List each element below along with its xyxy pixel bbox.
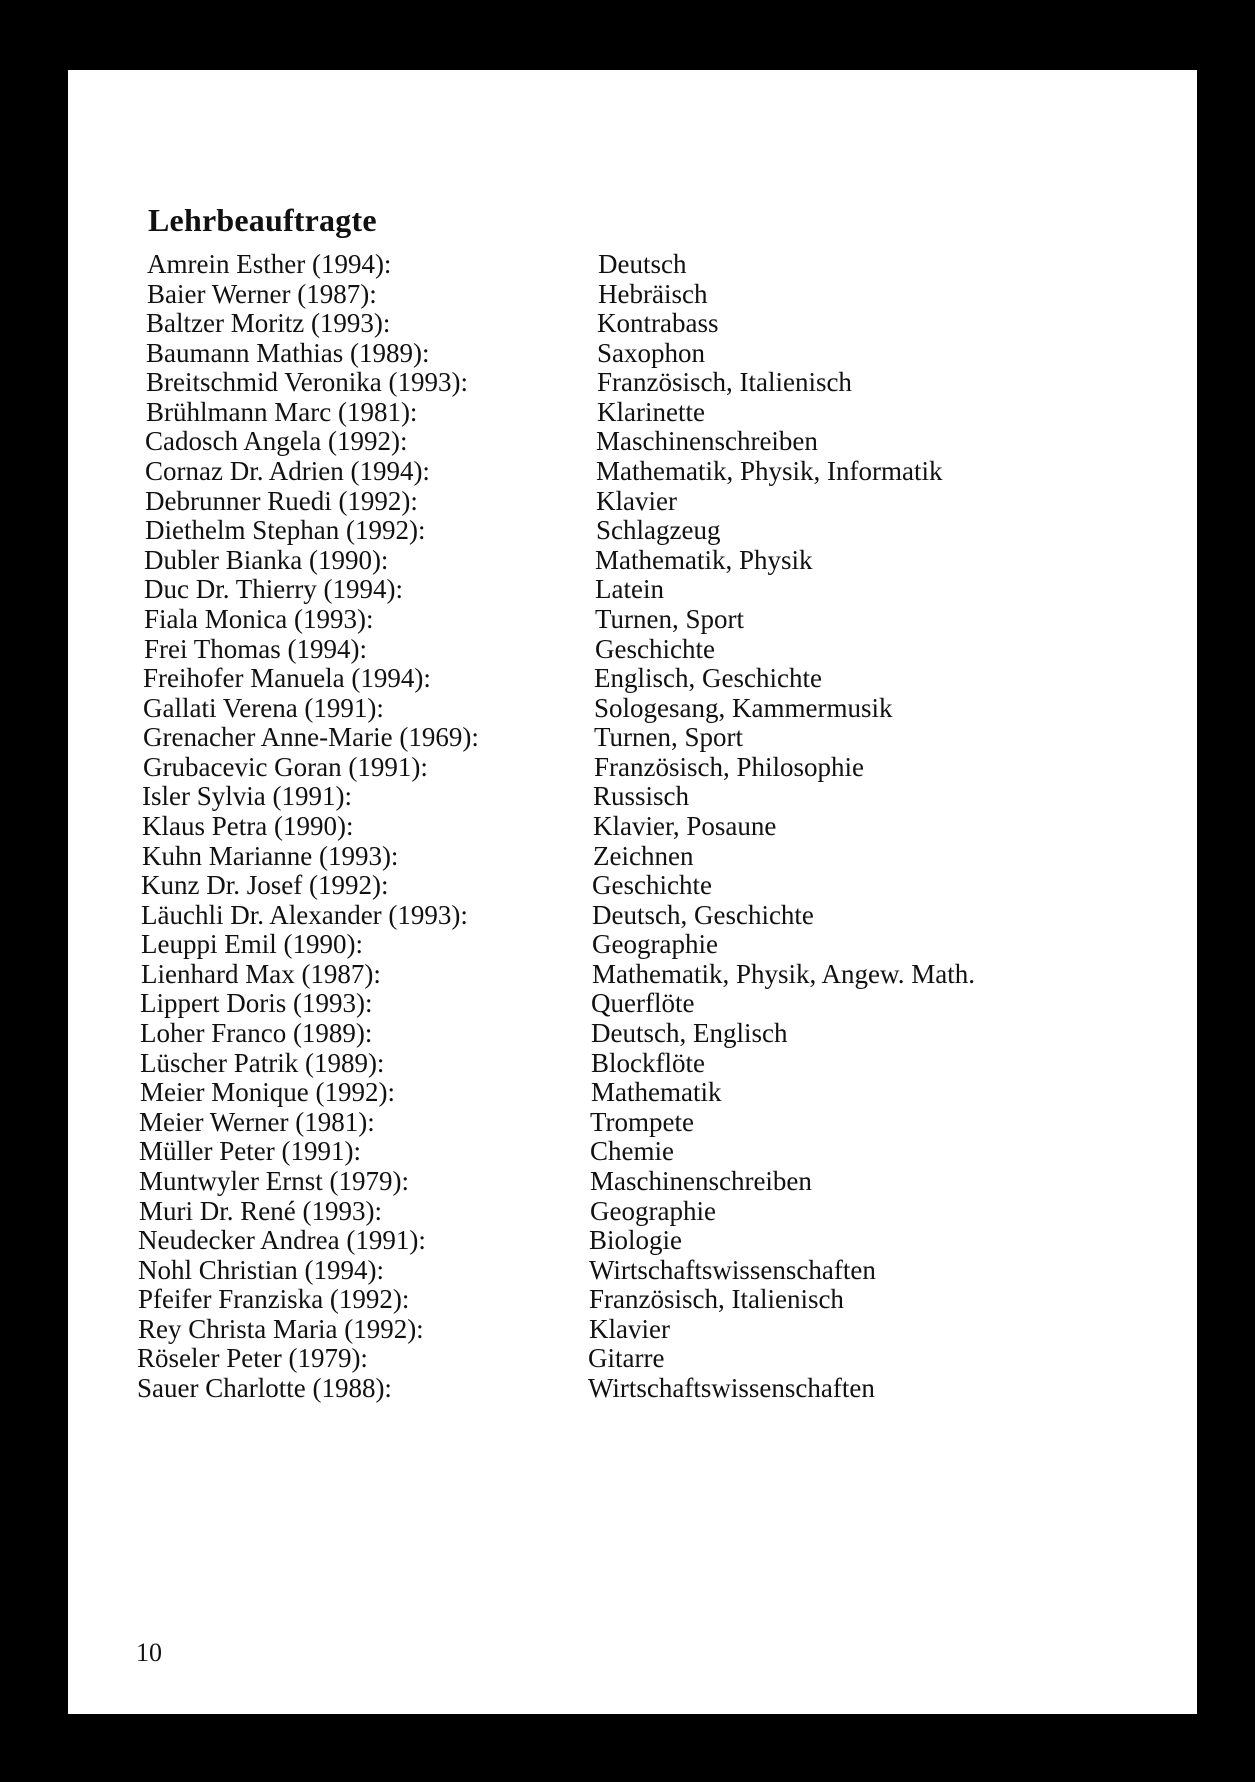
teacher-subject: Klavier bbox=[589, 1314, 670, 1344]
teacher-name: Rey Christa Maria (1992): bbox=[138, 1314, 424, 1344]
document-page bbox=[68, 70, 1197, 1714]
teacher-subject: Wirtschaftswissenschaften bbox=[588, 1373, 875, 1403]
page-number: 10 bbox=[136, 1638, 162, 1667]
teacher-subject: Zeichnen bbox=[593, 841, 694, 871]
teacher-name: Brühlmann Marc (1981): bbox=[146, 397, 418, 427]
teacher-subject: Kontrabass bbox=[597, 308, 719, 338]
teacher-name: Lüscher Patrik (1989): bbox=[140, 1048, 385, 1078]
teacher-subject: Französisch, Italienisch bbox=[589, 1284, 844, 1314]
teacher-subject: Mathematik, Physik bbox=[595, 545, 813, 575]
teacher-subject: Geographie bbox=[590, 1196, 716, 1226]
teacher-name: Duc Dr. Thierry (1994): bbox=[144, 574, 403, 604]
teacher-subject: Latein bbox=[595, 574, 664, 604]
teacher-name: Frei Thomas (1994): bbox=[144, 634, 367, 664]
teacher-name: Diethelm Stephan (1992): bbox=[145, 515, 426, 545]
teacher-subject: Englisch, Geschichte bbox=[594, 663, 822, 693]
teacher-subject: Gitarre bbox=[588, 1343, 665, 1373]
teacher-name: Nohl Christian (1994): bbox=[138, 1255, 384, 1285]
teacher-subject: Französisch, Italienisch bbox=[597, 367, 852, 397]
teacher-name: Röseler Peter (1979): bbox=[137, 1343, 368, 1373]
teacher-name: Neudecker Andrea (1991): bbox=[138, 1225, 426, 1255]
teacher-name: Baier Werner (1987): bbox=[147, 279, 377, 309]
teacher-subject: Saxophon bbox=[597, 338, 705, 368]
teacher-name: Loher Franco (1989): bbox=[140, 1018, 373, 1048]
teacher-subject: Trompete bbox=[590, 1107, 695, 1137]
teacher-subject: Schlagzeug bbox=[596, 515, 721, 545]
teacher-subject: Deutsch, Englisch bbox=[591, 1018, 788, 1048]
teacher-subject: Mathematik bbox=[591, 1077, 722, 1107]
teacher-subject: Geographie bbox=[592, 929, 718, 959]
teacher-name: Dubler Bianka (1990): bbox=[144, 545, 389, 575]
teacher-subject: Sologesang, Kammermusik bbox=[594, 693, 893, 723]
teacher-name: Läuchli Dr. Alexander (1993): bbox=[141, 900, 468, 930]
teacher-subject: Wirtschaftswissenschaften bbox=[589, 1255, 876, 1285]
teacher-name: Baumann Mathias (1989): bbox=[146, 338, 430, 368]
teacher-subject: Querflöte bbox=[591, 988, 695, 1018]
teacher-subject: Klavier bbox=[596, 486, 677, 516]
teacher-subject: Geschichte bbox=[595, 634, 715, 664]
teacher-subject: Deutsch, Geschichte bbox=[592, 900, 814, 930]
teacher-name: Breitschmid Veronika (1993): bbox=[146, 367, 468, 397]
teacher-subject: Mathematik, Physik, Angew. Math. bbox=[592, 959, 975, 989]
teacher-name: Baltzer Moritz (1993): bbox=[146, 308, 391, 338]
teacher-subject: Chemie bbox=[590, 1136, 674, 1166]
teacher-name: Cornaz Dr. Adrien (1994): bbox=[145, 456, 430, 486]
teacher-subject: Maschinenschreiben bbox=[596, 426, 818, 456]
teacher-name: Muri Dr. René (1993): bbox=[139, 1196, 382, 1226]
teacher-name: Muntwyler Ernst (1979): bbox=[139, 1166, 409, 1196]
teacher-subject: Turnen, Sport bbox=[594, 722, 744, 752]
teacher-name: Freihofer Manuela (1994): bbox=[143, 663, 431, 693]
teacher-subject: Russisch bbox=[593, 781, 690, 811]
teacher-name: Lienhard Max (1987): bbox=[141, 959, 381, 989]
teacher-name: Meier Monique (1992): bbox=[140, 1077, 395, 1107]
teacher-name: Leuppi Emil (1990): bbox=[141, 929, 363, 959]
teacher-subject: Blockflöte bbox=[591, 1048, 705, 1078]
teacher-name: Klaus Petra (1990): bbox=[142, 811, 354, 841]
teacher-name: Gallati Verena (1991): bbox=[143, 693, 384, 723]
teacher-name: Kuhn Marianne (1993): bbox=[142, 841, 399, 871]
teacher-subject: Geschichte bbox=[592, 870, 712, 900]
teacher-name: Debrunner Ruedi (1992): bbox=[145, 486, 418, 516]
teacher-name: Cadosch Angela (1992): bbox=[145, 426, 408, 456]
teacher-subject: Französisch, Philosophie bbox=[594, 752, 864, 782]
teacher-name: Meier Werner (1981): bbox=[139, 1107, 375, 1137]
teacher-name: Grubacevic Goran (1991): bbox=[143, 752, 428, 782]
teacher-name: Amrein Esther (1994): bbox=[147, 249, 392, 279]
page-title: Lehrbeauftragte bbox=[148, 202, 377, 238]
teacher-name: Müller Peter (1991): bbox=[139, 1136, 361, 1166]
teacher-subject: Biologie bbox=[589, 1225, 682, 1255]
teacher-subject: Turnen, Sport bbox=[595, 604, 745, 634]
teacher-subject: Maschinenschreiben bbox=[590, 1166, 812, 1196]
teacher-list bbox=[68, 70, 1197, 1714]
teacher-name: Pfeifer Franziska (1992): bbox=[138, 1284, 410, 1314]
teacher-subject: Hebräisch bbox=[598, 279, 708, 309]
teacher-subject: Klavier, Posaune bbox=[593, 811, 777, 841]
teacher-name: Isler Sylvia (1991): bbox=[142, 781, 352, 811]
teacher-name: Sauer Charlotte (1988): bbox=[137, 1373, 392, 1403]
teacher-name: Grenacher Anne-Marie (1969): bbox=[143, 722, 479, 752]
teacher-subject: Mathematik, Physik, Informatik bbox=[596, 456, 943, 486]
teacher-name: Fiala Monica (1993): bbox=[144, 604, 374, 634]
teacher-name: Lippert Doris (1993): bbox=[140, 988, 373, 1018]
teacher-subject: Deutsch bbox=[598, 249, 687, 279]
teacher-name: Kunz Dr. Josef (1992): bbox=[141, 870, 389, 900]
teacher-subject: Klarinette bbox=[597, 397, 705, 427]
